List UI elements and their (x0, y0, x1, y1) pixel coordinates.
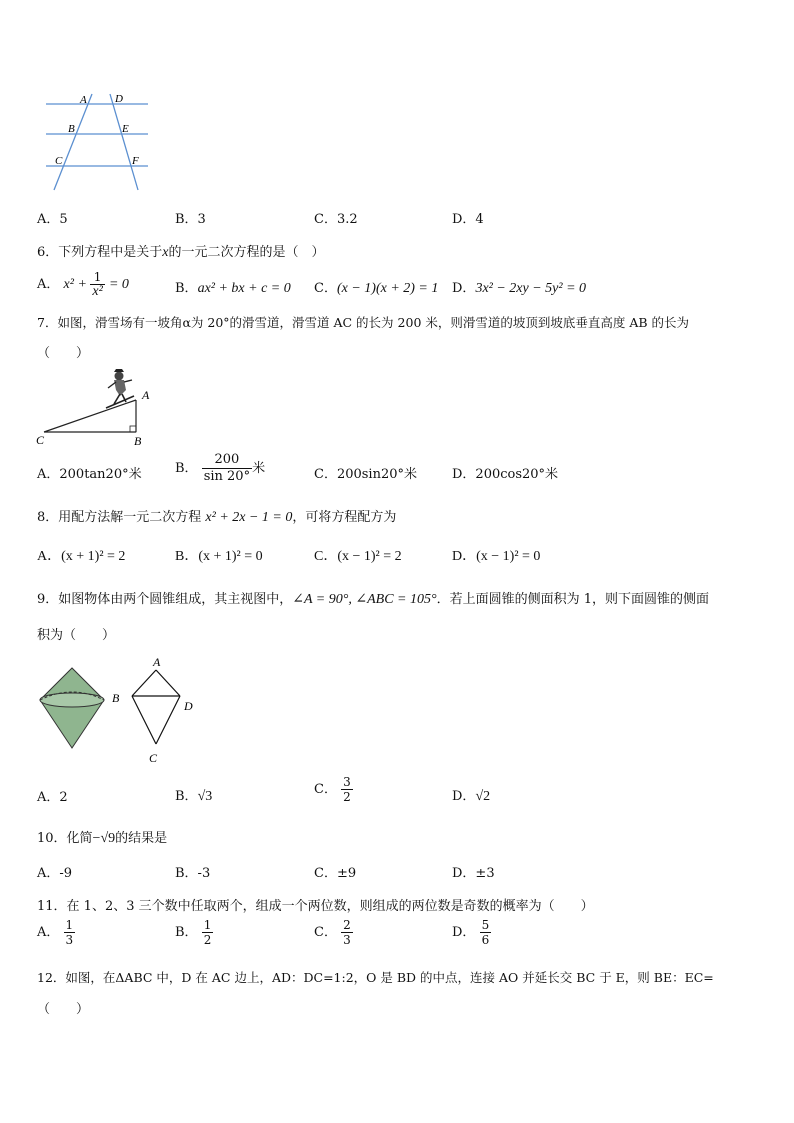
fig9-label-a: A (153, 655, 161, 669)
q7-figure (34, 366, 164, 448)
q11-c-num: 2 (343, 918, 351, 932)
q8-option-a: A．(x + 1)² = 2 (37, 549, 126, 564)
q5-option-c: C．3.2 (314, 212, 358, 227)
q6-stem-var: x (162, 245, 169, 260)
q8-option-c: C．(x − 1)² = 2 (314, 549, 402, 564)
q6-option-a-label: A． (37, 277, 60, 292)
q9-option-b (175, 785, 212, 805)
q11-option-d-fraction (480, 918, 492, 947)
q9-stem-pre: 9．如图物体由两个圆锥组成，其主视图中， (37, 592, 293, 607)
q6-option-c-expr: (x − 1)(x + 2) = 1 (336, 281, 439, 296)
fig5-label-d: D (115, 93, 123, 105)
q6-option-b (175, 277, 291, 297)
q7-b-unit: 米 (252, 461, 266, 476)
q9-option-b-expr: √3 (197, 789, 213, 804)
q7-option-b (175, 452, 265, 485)
q11-stem: 11．在 1、2、3 三个数中任取两个，组成一个两位数，则组成的两位数是奇数的概率为（ ） (37, 899, 594, 914)
q8-stem (37, 506, 396, 526)
q8-stem-pre: 8．用配方法解一元二次方程 (37, 510, 206, 525)
q5-figure (40, 88, 155, 193)
q7-b-den: sin 20° (203, 469, 251, 484)
q9-option-d (452, 785, 490, 805)
fig5-label-b: B (68, 123, 75, 135)
q6-option-b-label: B． (175, 281, 198, 296)
q11-d-den: 6 (481, 933, 490, 947)
q9-option-d-expr: √2 (475, 789, 491, 804)
q11-option-b-label: B． (175, 925, 198, 940)
q9-option-c (314, 775, 353, 804)
q10-option-d: D．±3 (452, 866, 495, 881)
q6-option-c (314, 277, 438, 297)
q9-stem-line2: 积为（ ） (37, 628, 116, 643)
q9-option-b-label: B． (175, 789, 198, 804)
fig7-label-a: A (142, 388, 150, 402)
q6-a-num: 1 (90, 270, 104, 285)
q9-c-den: 2 (343, 790, 351, 804)
q6-option-a-pre: x² + (63, 277, 91, 292)
q6-stem-text: 6．下列方程中是关于 (37, 245, 163, 260)
q8-stem-post: ，可将方程配方为 (292, 510, 397, 525)
q10-stem-pre: 10．化简 (37, 831, 93, 846)
q6-option-b-expr: ax² + bx + c = 0 (197, 281, 291, 296)
fig5-label-e: E (122, 123, 129, 135)
q6-stem (37, 241, 325, 261)
q5-option-d: D．4 (452, 212, 484, 227)
q11-option-a (37, 918, 75, 947)
q6-option-d-label: D． (452, 281, 476, 296)
q7-option-b-fraction (202, 452, 252, 485)
q7-option-c: C．200sin20°米 (314, 467, 418, 482)
q11-option-c-label: C． (314, 925, 337, 940)
q9-option-a: A．2 (37, 790, 68, 805)
q11-option-d-label: D． (452, 925, 476, 940)
q11-option-b-fraction (202, 918, 214, 947)
q6-option-c-label: C． (314, 281, 337, 296)
q9-figure (36, 654, 206, 766)
fig5-label-a: A (80, 94, 87, 106)
q9-option-c-fraction (341, 775, 353, 804)
q8-stem-expr: x² + 2x − 1 = 0 (205, 510, 293, 525)
q10-stem-post: 的结果是 (115, 831, 168, 846)
q10-stem-expr: −√9 (92, 831, 116, 846)
front-view (132, 670, 180, 744)
q9-option-c-label: C． (314, 782, 337, 797)
q9-stem (37, 588, 709, 608)
double-cone-solid (40, 668, 104, 748)
q6-option-a-post: = 0 (108, 277, 129, 292)
q12-stem-line1: 12．如图，在ΔABC 中，D 在 AC 边上，AD：DC=1:2，O 是 BD 的中点，连接 AO 并延长交 BC 于 E，则 BE：EC= (37, 970, 714, 985)
q11-a-den: 3 (65, 933, 74, 947)
q12-stem-line2: （ ） (37, 1002, 90, 1017)
q9-c-num: 3 (343, 775, 351, 789)
q11-c-den: 3 (343, 933, 351, 947)
fig9-label-d: D (184, 699, 193, 713)
q11-b-den: 2 (203, 933, 212, 947)
q9-stem-expr: ∠A = 90°, ∠ABC = 105° (292, 592, 437, 607)
q10-option-a: A．-9 (37, 866, 73, 881)
fig5-label-f: F (132, 155, 139, 167)
q5-option-b: B．3 (175, 212, 206, 227)
fig7-label-c: C (36, 433, 45, 447)
q8-option-d: D．(x − 1)² = 0 (452, 549, 541, 564)
q11-b-num: 1 (203, 918, 212, 932)
q6-option-d (452, 277, 586, 297)
q7-stem-line2: （ ） (37, 346, 90, 361)
q6-a-den: x² (92, 284, 103, 299)
q11-a-num: 1 (65, 918, 74, 932)
q11-option-b (175, 918, 213, 947)
q11-d-num: 5 (481, 918, 490, 932)
q11-option-c-fraction (341, 918, 353, 947)
q9-option-d-label: D． (452, 789, 476, 804)
q7-option-b-label: B． (175, 461, 198, 476)
q6-stem-end: 的一元二次方程的是（ ） (168, 245, 325, 260)
q6-option-a-fraction (90, 270, 104, 299)
q7-option-d: D．200cos20°米 (452, 467, 559, 482)
fig9-label-b: B (112, 691, 120, 705)
fig5-label-c: C (55, 155, 63, 167)
q5-option-a: A．5 (37, 212, 68, 227)
q7-stem-line1: 7．如图，滑雪场有一坡角α为 20°的滑雪道，滑雪道 AC 的长为 200 米，则滑雪道的坡顶到坡底垂直高度 AB 的长为 (37, 315, 690, 330)
q11-option-a-label: A． (37, 925, 60, 940)
q6-option-d-expr: 3x² − 2xy − 5y² = 0 (475, 281, 587, 296)
q11-option-a-fraction (64, 918, 76, 947)
q6-option-a (37, 270, 129, 299)
q9-stem-post: ．若上面圆锥的侧面积为 1，则下面圆锥的侧面 (436, 592, 709, 607)
q11-option-c (314, 918, 353, 947)
q11-option-d (452, 918, 491, 947)
q8-option-b: B．(x + 1)² = 0 (175, 549, 263, 564)
q7-b-num: 200 (202, 452, 252, 469)
q7-option-a: A．200tan20°米 (37, 467, 142, 482)
q10-stem (37, 827, 167, 847)
fig9-label-c: C (149, 751, 158, 765)
fig7-label-b: B (134, 434, 142, 448)
q10-option-c: C．±9 (314, 866, 357, 881)
q10-option-b: B．-3 (175, 866, 211, 881)
